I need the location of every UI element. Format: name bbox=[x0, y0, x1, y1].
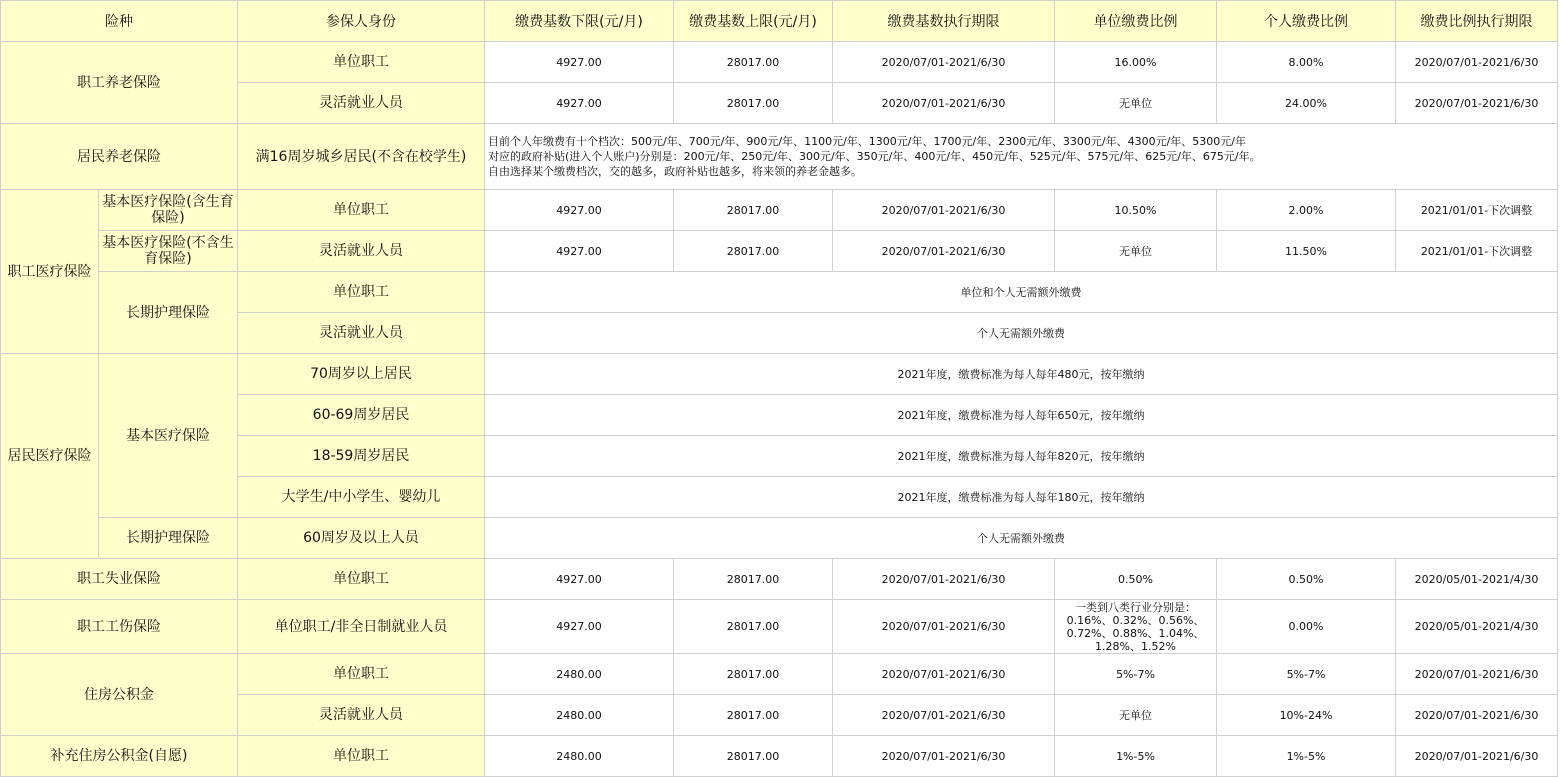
payment-note: 个人无需额外缴费 bbox=[485, 518, 1558, 559]
insurance-name: 居民养老保险 bbox=[1, 124, 238, 190]
base-max: 28017.00 bbox=[674, 231, 833, 272]
insurance-name: 职工工伤保险 bbox=[1, 600, 238, 654]
unit-rate: 0.50% bbox=[1055, 559, 1217, 600]
insured-identity: 60周岁及以上人员 bbox=[238, 518, 485, 559]
header-insured-identity: 参保人身份 bbox=[238, 1, 485, 42]
insured-identity: 60-69周岁居民 bbox=[238, 395, 485, 436]
unit-rate: 一类到八类行业分别是：0.16%、0.32%、0.56%、0.72%、0.88%、1.04%、1.28%、1.52% bbox=[1055, 600, 1217, 654]
rate-period: 2020/05/01-2021/4/30 bbox=[1396, 600, 1558, 654]
personal-rate: 8.00% bbox=[1217, 42, 1396, 83]
unit-rate: 5%-7% bbox=[1055, 654, 1217, 695]
note-line: 目前个人年缴费有十个档次：500元/年、700元/年、900元/年、1100元/年、1300元/年、1700元/年、2300元/年、3300元/年、4300元/年、5300元/年 bbox=[488, 135, 1247, 148]
header-base-period: 缴费基数执行期限 bbox=[833, 1, 1055, 42]
base-period: 2020/07/01-2021/6/30 bbox=[833, 654, 1055, 695]
table-row bbox=[1, 354, 1558, 395]
header-base-max: 缴费基数上限(元/月) bbox=[674, 1, 833, 42]
rate-period: 2021/01/01-下次调整 bbox=[1396, 231, 1558, 272]
base-max: 28017.00 bbox=[674, 736, 833, 777]
insurance-name: 补充住房公积金(自愿) bbox=[1, 736, 238, 777]
insured-identity: 单位职工 bbox=[238, 736, 485, 777]
table-row bbox=[1, 124, 1558, 190]
rate-period: 2020/07/01-2021/6/30 bbox=[1396, 83, 1558, 124]
base-period: 2020/07/01-2021/6/30 bbox=[833, 736, 1055, 777]
base-max: 28017.00 bbox=[674, 559, 833, 600]
base-min: 4927.00 bbox=[485, 559, 674, 600]
payment-note: 2021年度，缴费标准为每人每年480元，按年缴纳 bbox=[485, 354, 1558, 395]
personal-rate: 2.00% bbox=[1217, 190, 1396, 231]
insured-identity: 70周岁以上居民 bbox=[238, 354, 485, 395]
rate-period: 2020/05/01-2021/4/30 bbox=[1396, 559, 1558, 600]
base-max: 28017.00 bbox=[674, 695, 833, 736]
personal-rate: 0.50% bbox=[1217, 559, 1396, 600]
base-max: 28017.00 bbox=[674, 600, 833, 654]
base-min: 4927.00 bbox=[485, 231, 674, 272]
insured-identity: 单位职工/非全日制就业人员 bbox=[238, 600, 485, 654]
insurance-subtype: 长期护理保险 bbox=[99, 272, 238, 354]
insurance-subtype: 基本医疗保险(不含生育保险) bbox=[99, 231, 238, 272]
personal-rate: 10%-24% bbox=[1217, 695, 1396, 736]
insurance-name: 职工失业保险 bbox=[1, 559, 238, 600]
insurance-name: 职工医疗保险 bbox=[1, 190, 99, 354]
header-unit-rate: 单位缴费比例 bbox=[1055, 1, 1217, 42]
table-row bbox=[1, 736, 1558, 777]
insurance-name: 住房公积金 bbox=[1, 654, 238, 736]
base-period: 2020/07/01-2021/6/30 bbox=[833, 695, 1055, 736]
table-row bbox=[1, 231, 1558, 272]
base-max: 28017.00 bbox=[674, 83, 833, 124]
payment-note: 个人无需额外缴费 bbox=[485, 313, 1558, 354]
rate-period: 2020/07/01-2021/6/30 bbox=[1396, 654, 1558, 695]
insurance-subtype: 长期护理保险 bbox=[99, 518, 238, 559]
insurance-subtype: 基本医疗保险(含生育保险) bbox=[99, 190, 238, 231]
table-row bbox=[1, 654, 1558, 695]
table-row bbox=[1, 272, 1558, 313]
base-min: 2480.00 bbox=[485, 695, 674, 736]
table-row bbox=[1, 190, 1558, 231]
personal-rate: 24.00% bbox=[1217, 83, 1396, 124]
table-row bbox=[1, 600, 1558, 654]
payment-note: 2021年度，缴费标准为每人每年650元，按年缴纳 bbox=[485, 395, 1558, 436]
note-line: 自由选择某个缴费档次，交的越多，政府补贴也越多，将来领的养老金越多。 bbox=[488, 165, 862, 178]
table-row bbox=[1, 42, 1558, 83]
rate-period: 2020/07/01-2021/6/30 bbox=[1396, 736, 1558, 777]
payment-note: 2021年度，缴费标准为每人每年180元，按年缴纳 bbox=[485, 477, 1558, 518]
rate-period: 2020/07/01-2021/6/30 bbox=[1396, 42, 1558, 83]
insured-identity: 单位职工 bbox=[238, 654, 485, 695]
unit-rate: 10.50% bbox=[1055, 190, 1217, 231]
insurance-name: 居民医疗保险 bbox=[1, 354, 99, 559]
insured-identity: 大学生/中小学生、婴幼儿 bbox=[238, 477, 485, 518]
unit-rate: 无单位 bbox=[1055, 83, 1217, 124]
resident-pension-note bbox=[485, 124, 1558, 190]
insured-identity: 灵活就业人员 bbox=[238, 231, 485, 272]
insured-identity: 单位职工 bbox=[238, 272, 485, 313]
note-line: 对应的政府补贴(进入个人账户)分别是：200元/年、250元/年、300元/年、350元/年、400元/年、450元/年、525元/年、575元/年、625元/年、675元/年。 bbox=[488, 150, 1261, 163]
base-min: 4927.00 bbox=[485, 83, 674, 124]
base-min: 4927.00 bbox=[485, 190, 674, 231]
table-row bbox=[1, 518, 1558, 559]
base-min: 4927.00 bbox=[485, 600, 674, 654]
base-period: 2020/07/01-2021/6/30 bbox=[833, 559, 1055, 600]
header-insurance-type: 险种 bbox=[1, 1, 238, 42]
base-period: 2020/07/01-2021/6/30 bbox=[833, 42, 1055, 83]
insured-identity: 满16周岁城乡居民(不含在校学生) bbox=[238, 124, 485, 190]
insured-identity: 单位职工 bbox=[238, 42, 485, 83]
base-max: 28017.00 bbox=[674, 190, 833, 231]
insurance-name: 职工养老保险 bbox=[1, 42, 238, 124]
base-min: 4927.00 bbox=[485, 42, 674, 83]
base-period: 2020/07/01-2021/6/30 bbox=[833, 600, 1055, 654]
personal-rate: 1%-5% bbox=[1217, 736, 1396, 777]
insured-identity: 单位职工 bbox=[238, 559, 485, 600]
unit-rate: 16.00% bbox=[1055, 42, 1217, 83]
rate-period: 2020/07/01-2021/6/30 bbox=[1396, 695, 1558, 736]
base-period: 2020/07/01-2021/6/30 bbox=[833, 190, 1055, 231]
header-row bbox=[1, 1, 1558, 42]
header-rate-period: 缴费比例执行期限 bbox=[1396, 1, 1558, 42]
insured-identity: 单位职工 bbox=[238, 190, 485, 231]
base-period: 2020/07/01-2021/6/30 bbox=[833, 83, 1055, 124]
base-min: 2480.00 bbox=[485, 654, 674, 695]
base-period: 2020/07/01-2021/6/30 bbox=[833, 231, 1055, 272]
unit-rate: 无单位 bbox=[1055, 695, 1217, 736]
payment-note: 2021年度，缴费标准为每人每年820元，按年缴纳 bbox=[485, 436, 1558, 477]
base-min: 2480.00 bbox=[485, 736, 674, 777]
header-personal-rate: 个人缴费比例 bbox=[1217, 1, 1396, 42]
payment-note: 单位和个人无需额外缴费 bbox=[485, 272, 1558, 313]
personal-rate: 0.00% bbox=[1217, 600, 1396, 654]
insured-identity: 18-59周岁居民 bbox=[238, 436, 485, 477]
insured-identity: 灵活就业人员 bbox=[238, 695, 485, 736]
table-row bbox=[1, 559, 1558, 600]
personal-rate: 5%-7% bbox=[1217, 654, 1396, 695]
insured-identity: 灵活就业人员 bbox=[238, 83, 485, 124]
unit-rate: 无单位 bbox=[1055, 231, 1217, 272]
insured-identity: 灵活就业人员 bbox=[238, 313, 485, 354]
header-base-min: 缴费基数下限(元/月) bbox=[485, 1, 674, 42]
rate-period: 2021/01/01-下次调整 bbox=[1396, 190, 1558, 231]
unit-rate: 1%-5% bbox=[1055, 736, 1217, 777]
base-max: 28017.00 bbox=[674, 42, 833, 83]
base-max: 28017.00 bbox=[674, 654, 833, 695]
insurance-subtype: 基本医疗保险 bbox=[99, 354, 238, 518]
personal-rate: 11.50% bbox=[1217, 231, 1396, 272]
